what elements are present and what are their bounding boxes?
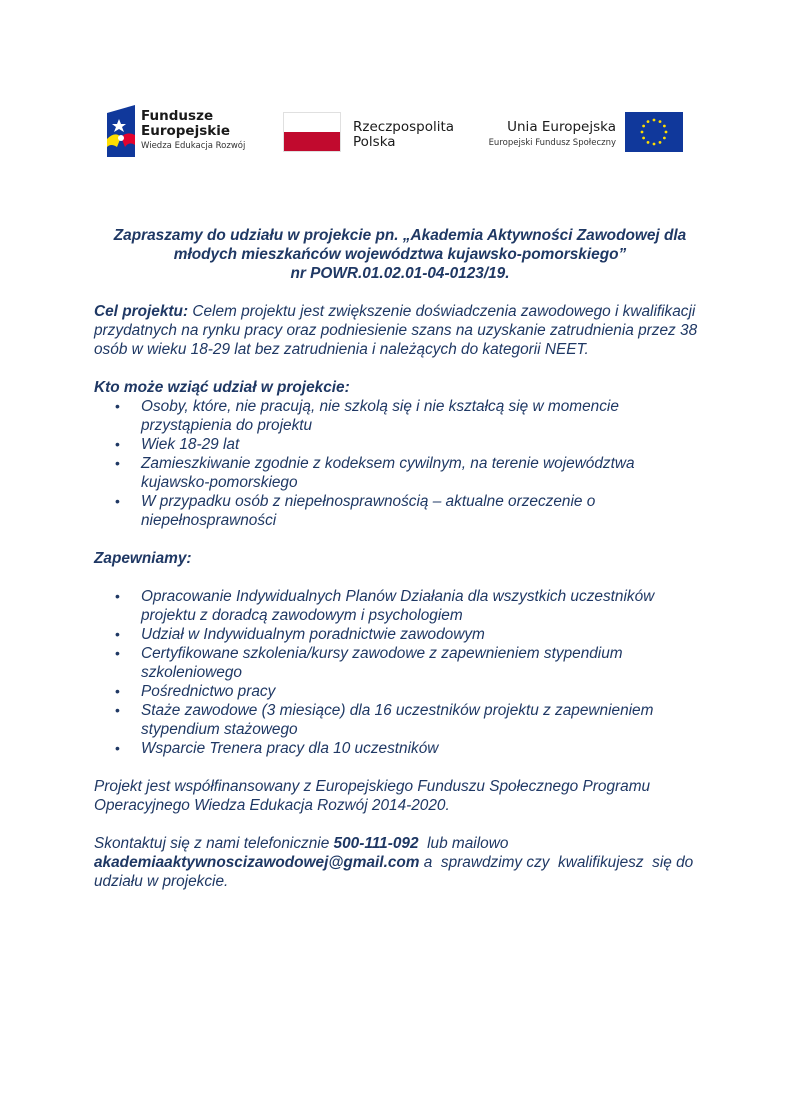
email-address[interactable]: akademiaaktywnoscizawodowej@gmail.com [94, 854, 420, 871]
list-item: • Udział w Indywidualnym poradnictwie zawodowym [141, 625, 706, 644]
fundusze-europejskie-logo [105, 105, 255, 157]
eu-flag-icon [625, 112, 683, 152]
title-line3: nr POWR.01.02.01-04-0123/19. [290, 265, 510, 282]
eu-star-icon [663, 137, 666, 140]
fundusze-title [141, 109, 230, 139]
title-line2: młodych mieszkańców województwa kujawsko-pomorskiego” [173, 246, 627, 263]
eu-star-icon [663, 125, 666, 128]
fundusze-line2: Europejskie [141, 123, 231, 139]
contact-text: lub mailowo [418, 835, 513, 852]
offer-heading: Zapewniamy: [94, 550, 192, 567]
list-item: • Staże zawodowe (3 miesiące) dla 16 uczestników projektu z zapewnieniem stypendium stażowego [141, 701, 706, 739]
title-line1: Zapraszamy do udziału w projekcie pn. „Akademia Aktywności Zawodowej dla [113, 227, 687, 244]
contact-text: Skontaktuj się z nami telefonicznie [94, 835, 334, 852]
eu-star-icon [641, 131, 644, 134]
list-item: • Certyfikowane szkolenia/kursy zawodowe z zapewnieniem stypendium szkoleniowego [141, 644, 706, 682]
eu-star-icon [642, 125, 645, 128]
fundusze-subtitle: Wiedza Edukacja Rozwój [141, 141, 246, 151]
eu-star-icon [659, 141, 662, 144]
contact-text: a sprawdzimy czy kwalifikujesz się do udziału w projekcie. [94, 854, 698, 890]
document-body [94, 226, 706, 891]
eu-star-icon [647, 120, 650, 123]
list-item: • Opracowanie Indywidualnych Planów Działania dla wszystkich uczestników projektu z doradcą zawodowym i psychologiem [141, 587, 706, 625]
offer-list [94, 587, 706, 758]
contact-info [94, 834, 706, 891]
ue-subtitle: Europejski Fundusz Społeczny [488, 138, 616, 148]
list-item: • Pośrednictwo pracy [141, 682, 706, 701]
logo-bar [0, 0, 790, 170]
fundusze-line1: Fundusze [141, 108, 214, 124]
page-title [94, 226, 706, 283]
list-item: • Zamieszkiwanie zgodnie z kodeksem cywilnym, na terenie województwa kujawsko-pomorskiego [141, 454, 706, 492]
rzeczpospolita-line2: Polska [353, 134, 396, 150]
eu-star-icon [665, 131, 668, 134]
polish-flag-icon [283, 112, 341, 152]
eu-star-icon [659, 120, 662, 123]
eligibility-heading: Kto może wziąć udział w projekcie: [94, 379, 350, 396]
list-item: • Wiek 18-29 lat [141, 435, 706, 454]
project-goal [94, 302, 706, 359]
project-goal-label: Cel projektu: [94, 303, 189, 320]
list-item: • W przypadku osób z niepełnosprawnością – aktualne orzeczenie o niepełnosprawności [141, 492, 706, 530]
eu-star-icon [647, 141, 650, 144]
rzeczpospolita-logo [283, 112, 463, 154]
rzeczpospolita-text [353, 120, 454, 150]
phone-number[interactable]: 500-111-092 [333, 835, 419, 852]
rzeczpospolita-line1: Rzeczpospolita [353, 119, 455, 135]
eligibility-list [94, 397, 706, 530]
eu-star-icon [653, 119, 656, 122]
unia-europejska-logo [488, 112, 688, 154]
funding-note: Projekt jest współfinansowany z Europejskiego Funduszu Społecznego Programu Operacyjnego Wiedza Edukacja Rozwój 2014-2020. [94, 778, 651, 814]
fundusze-europejskie-star-logo-icon [105, 105, 137, 157]
eu-star-icon [642, 137, 645, 140]
ue-title: Unia Europejska [507, 119, 616, 135]
project-goal-text: Celem projektu jest zwiększenie doświadczenia zawodowego i kwalifikacji przydatnych na rynku pracy oraz podniesienie szans na uzyskanie zatrudnienia przez 38 osób w wieku 18-29 lat bez zatrudnienia i należących do kategorii NEET. [94, 303, 698, 358]
list-item: • Osoby, które, nie pracują, nie szkolą się i nie kształcą się w momencie przystąpienia do projektu [141, 397, 706, 435]
list-item: • Wsparcie Trenera pracy dla 10 uczestników [141, 739, 706, 758]
eu-star-icon [653, 143, 656, 146]
